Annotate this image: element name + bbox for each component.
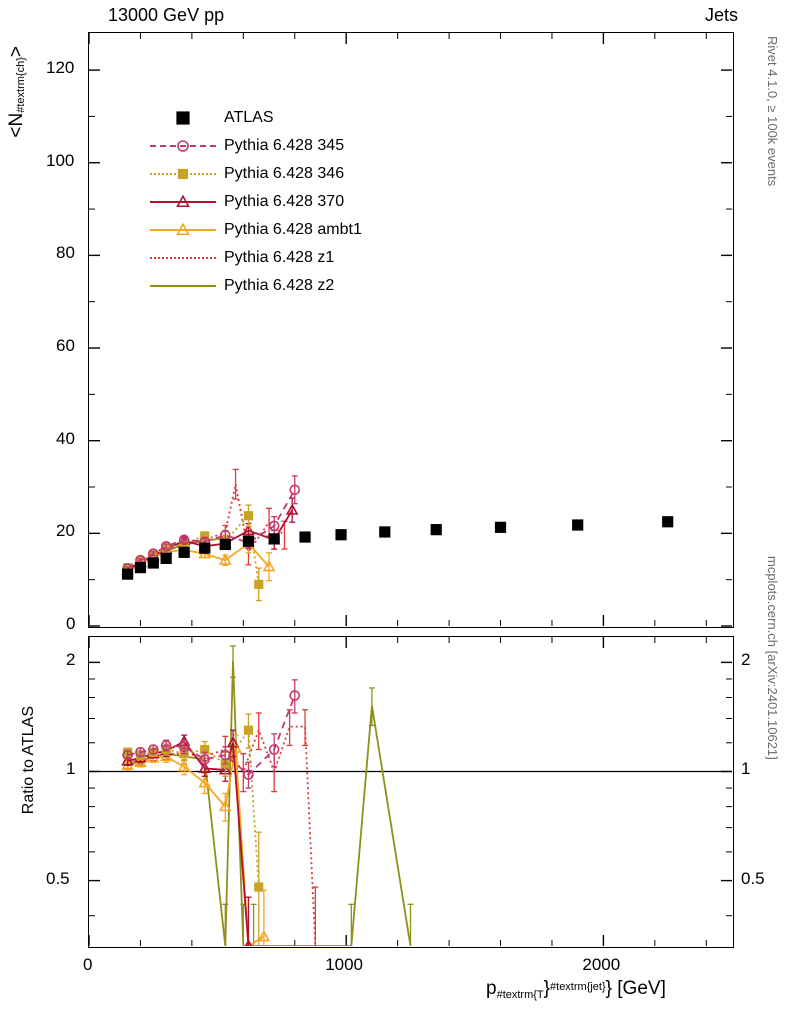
legend-label: Pythia 6.428 ambt1 <box>224 221 362 238</box>
legend-marker-icon <box>150 188 216 216</box>
y-tick-label: 0 <box>66 614 76 633</box>
legend-label: Pythia 6.428 370 <box>224 193 345 210</box>
ratio-plot-svg <box>89 637 732 946</box>
legend-symbol <box>150 160 216 188</box>
legend-label: ATLAS <box>224 109 274 126</box>
legend-line <box>150 257 216 259</box>
legend-label: Pythia 6.428 z2 <box>224 277 335 294</box>
y-tick-label: 120 <box>46 58 75 78</box>
legend-marker-icon <box>150 104 216 132</box>
x-axis-title: $p_{\#textrm\{T}\}^{\#textrm\{jet\}}$} [GeV] <box>486 978 666 1001</box>
header-left: 13000 GeV pp <box>108 5 225 25</box>
legend-item <box>150 160 362 188</box>
mcplots-source-label: mcplots.cern.ch [arXiv:2401.10621] <box>765 556 780 760</box>
legend-marker-icon <box>150 216 216 244</box>
ratio-plot-panel <box>88 636 734 948</box>
legend-line <box>150 285 216 287</box>
ratio-y-tick-label: 0.5 <box>46 868 70 888</box>
legend-item <box>150 132 362 160</box>
legend <box>150 104 362 300</box>
legend-symbol <box>150 104 216 132</box>
y-tick-label: 60 <box>56 336 75 356</box>
legend-item <box>150 244 362 272</box>
ratio-y-tick-label: 1 <box>66 759 76 779</box>
legend-label: Pythia 6.428 346 <box>224 165 345 182</box>
y-tick-label: 100 <box>46 150 75 170</box>
ratio-y-tick-label: 2 <box>66 650 76 670</box>
header-right: Jets <box>704 5 738 25</box>
ratio-y-axis-title: Ratio to ATLAS <box>20 706 37 815</box>
legend-item <box>150 188 362 216</box>
y-tick-label: 40 <box>56 428 75 448</box>
legend-symbol <box>150 272 216 300</box>
x-tick-label: 0 <box>83 955 93 974</box>
x-tick-label: 1000 <box>325 955 364 974</box>
ratio-y-tick-label-right: 0.5 <box>741 868 765 888</box>
y-tick-label: 80 <box>56 243 75 263</box>
legend-symbol <box>150 132 216 160</box>
legend-symbol <box>150 244 216 272</box>
ratio-y-tick-label-right: 1 <box>741 759 751 779</box>
legend-label: Pythia 6.428 z1 <box>224 249 335 266</box>
legend-label: Pythia 6.428 345 <box>224 137 345 154</box>
legend-marker-icon <box>150 132 216 160</box>
legend-item <box>150 216 362 244</box>
ratio-y-tick-label-right: 2 <box>741 650 751 670</box>
rivet-version-label: Rivet 4.1.0, ≥ 100k events <box>765 36 780 187</box>
legend-item <box>150 272 362 300</box>
y-axis-title: $<N_{\#textrm\{ch\}}>$ <box>6 46 27 138</box>
legend-item <box>150 104 362 132</box>
legend-marker-icon <box>150 160 216 188</box>
legend-symbol <box>150 216 216 244</box>
x-tick-label: 2000 <box>582 955 621 974</box>
y-tick-label: 20 <box>56 521 75 541</box>
legend-symbol <box>150 188 216 216</box>
